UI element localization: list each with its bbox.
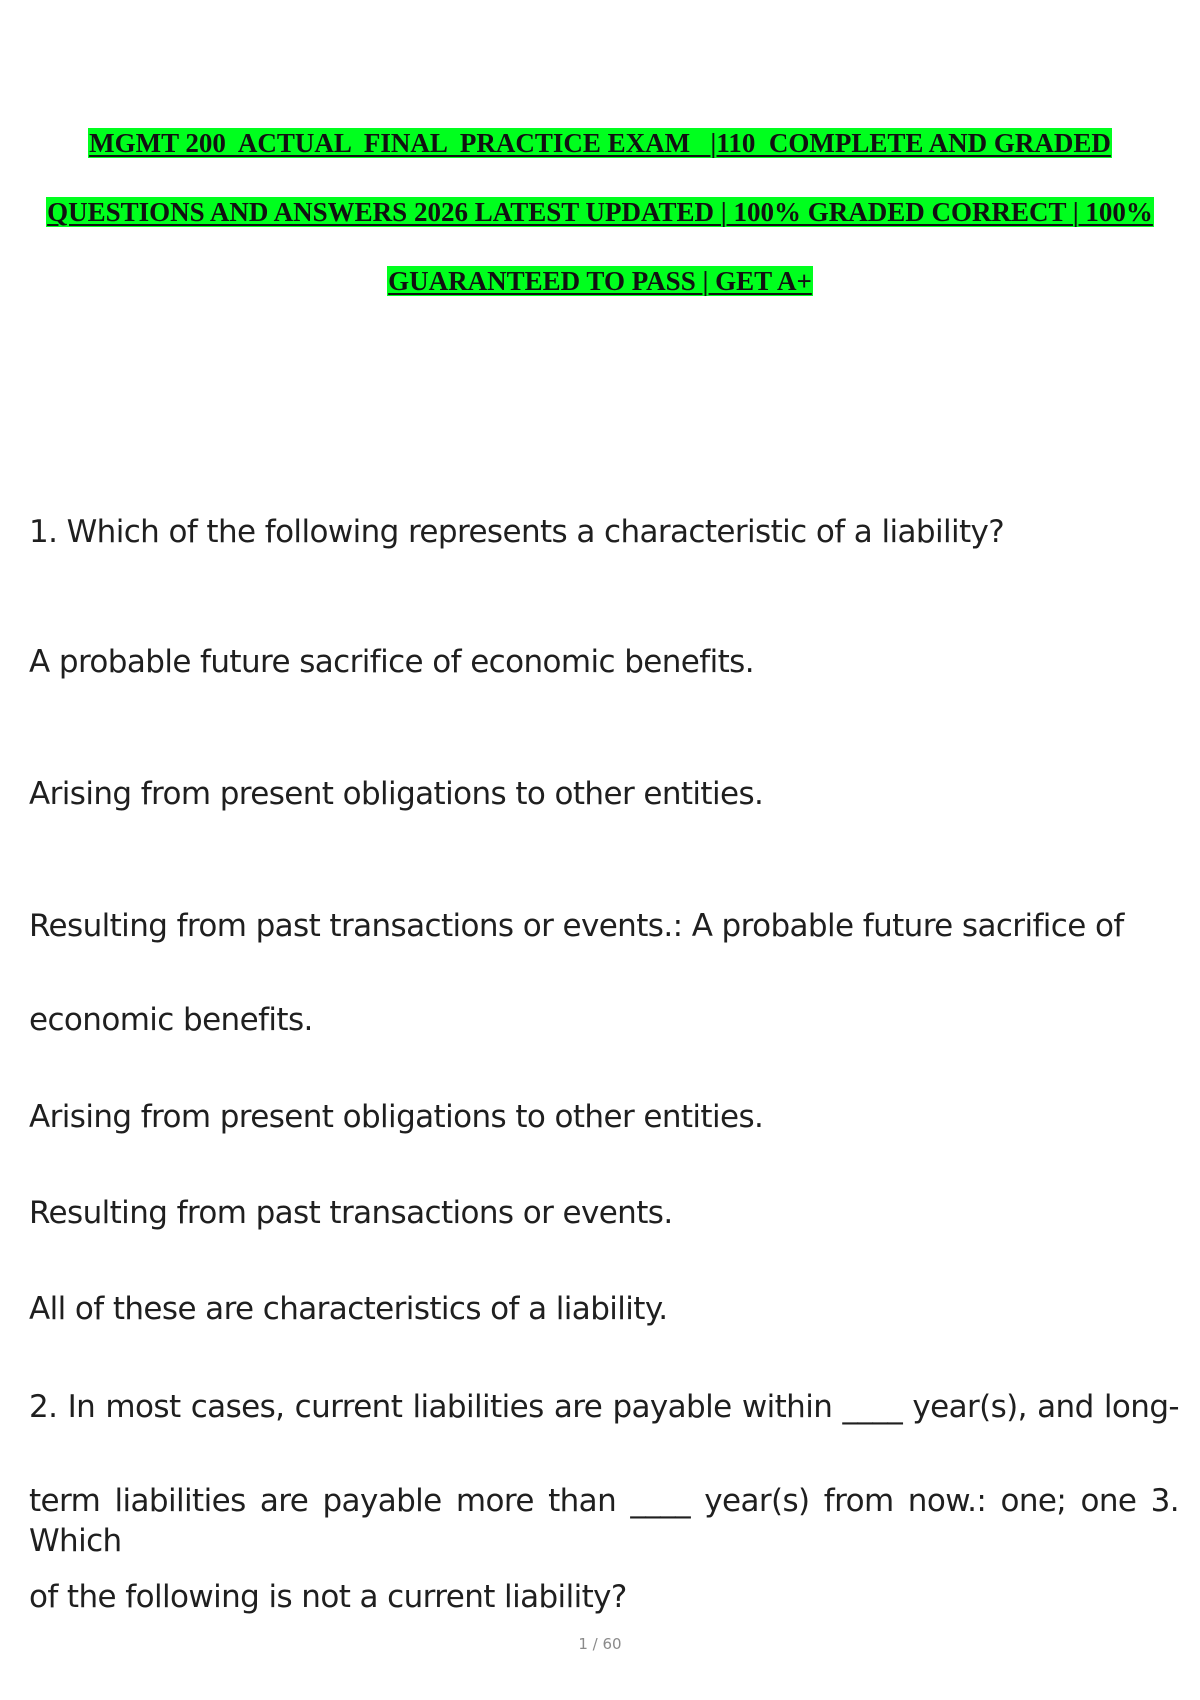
- question-3-text: of the following is not a current liability?: [29, 1579, 627, 1615]
- option-line: Resulting from past transactions or events.: [29, 1195, 673, 1231]
- title-line-2: [0, 195, 1200, 229]
- title-line-1: [0, 126, 1200, 160]
- option-line: All of these are characteristics of a liability.: [29, 1291, 668, 1327]
- title-line-3: [0, 264, 1200, 298]
- title-line-3-text: GUARANTEED TO PASS | GET A+: [388, 266, 812, 296]
- question-2-answer-line: term liabilities are payable more than ____ year(s) from now.: one; one 3. Which: [29, 1483, 1179, 1559]
- title-line-2-text: QUESTIONS AND ANSWERS 2026 LATEST UPDATED | 100% GRADED CORRECT | 100%: [47, 197, 1153, 227]
- option-line: Arising from present obligations to other entities.: [29, 1099, 764, 1135]
- title-line-1-text: MGMT 200 ACTUAL FINAL PRACTICE EXAM |110 COMPLETE AND GRADED: [89, 128, 1111, 158]
- question-2-text: 2. In most cases, current liabilities are payable within ____ year(s), and long-: [29, 1389, 1179, 1425]
- answer-line: economic benefits.: [29, 1002, 313, 1038]
- answer-line: Resulting from past transactions or events.: A probable future sacrifice of: [29, 908, 1124, 944]
- option-line: Arising from present obligations to other entities.: [29, 776, 764, 812]
- option-line: A probable future sacrifice of economic benefits.: [29, 644, 754, 680]
- question-1-text: 1. Which of the following represents a characteristic of a liability?: [29, 514, 1005, 550]
- page-indicator: 1 / 60: [578, 1635, 622, 1653]
